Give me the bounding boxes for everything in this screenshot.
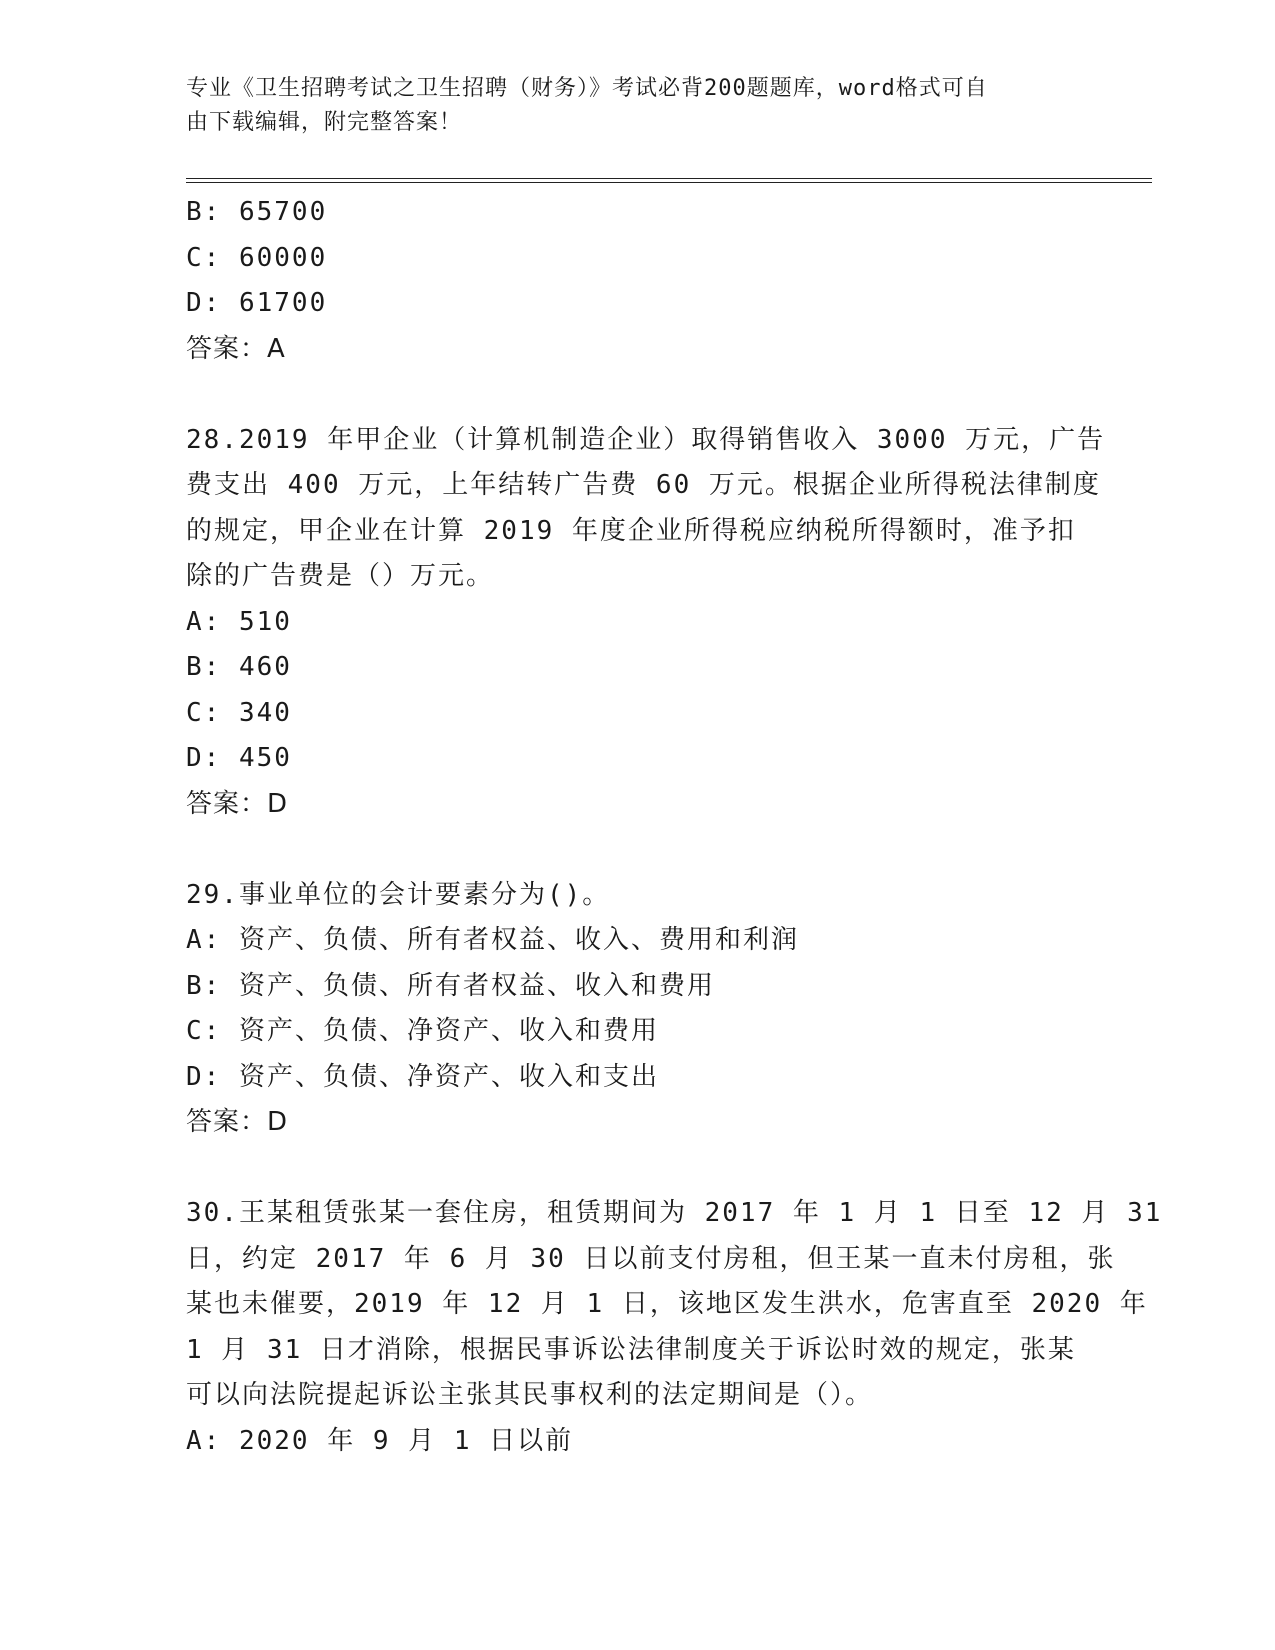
spacer <box>186 1146 1086 1192</box>
option-a: A: 资产、负债、所有者权益、收入、费用和利润 <box>186 925 799 955</box>
question-text-line: 的规定，甲企业在计算 2019 年度企业所得税应纳税所得额时，准予扣 <box>186 515 1076 546</box>
header-line-2: 由下载编辑，附完整答案！ <box>186 110 463 135</box>
question-text-line: 费支出 400 万元，上年结转广告费 60 万元。根据企业所得税法律制度 <box>186 470 1101 500</box>
question-text-line: 除的广告费是（）万元。 <box>186 561 495 591</box>
question-text-line: 某也未催要，2019 年 12 月 1 日，该地区发生洪水，危害直至 2020 年 <box>186 1289 1148 1319</box>
question-30 <box>186 1191 1163 1464</box>
answer-label: 答案：D <box>186 1107 289 1137</box>
header-divider-bottom <box>186 182 1152 183</box>
option-b: B: 460 <box>186 652 292 682</box>
question-text-line: 1 月 31 日才消除，根据民事诉讼法律制度关于诉讼时效的规定，张某 <box>186 1334 1076 1365</box>
option-d: D: 61700 <box>186 288 328 318</box>
question-27-tail <box>186 190 1086 372</box>
header-line-1: 专业《卫生招聘考试之卫生招聘（财务）》考试必背200题题库，word格式可自 <box>186 76 988 101</box>
question-text-line: 29.事业单位的会计要素分为()。 <box>186 879 611 910</box>
question-body <box>186 190 1163 1464</box>
question-text-line: 30.王某租赁张某一套住房，租赁期间为 2017 年 1 月 1 日至 12 月 31 <box>186 1198 1163 1228</box>
question-28 <box>186 418 1106 828</box>
document-header <box>186 72 1066 140</box>
option-c: C: 资产、负债、净资产、收入和费用 <box>186 1016 659 1046</box>
option-d: D: 450 <box>186 743 292 773</box>
option-c: C: 60000 <box>186 242 328 273</box>
option-c: C: 340 <box>186 697 292 728</box>
answer-label: 答案：A <box>186 333 286 364</box>
option-d: D: 资产、负债、净资产、收入和支出 <box>186 1061 659 1092</box>
question-text-line: 28.2019 年甲企业（计算机制造企业）取得销售收入 3000 万元，广告 <box>186 424 1106 455</box>
answer-label: 答案：D <box>186 788 289 819</box>
spacer <box>186 827 1086 873</box>
option-b: B: 65700 <box>186 197 328 227</box>
header-divider-top <box>186 178 1152 179</box>
option-a: A: 510 <box>186 606 292 637</box>
question-text-line: 可以向法院提起诉讼主张其民事权利的法定期间是（）。 <box>186 1380 874 1410</box>
option-a: A: 2020 年 9 月 1 日以前 <box>186 1425 574 1456</box>
option-b: B: 资产、负债、所有者权益、收入和费用 <box>186 970 715 1001</box>
question-29 <box>186 873 1086 1146</box>
spacer <box>186 372 1086 418</box>
question-text-line: 日，约定 2017 年 6 月 30 日以前支付房租，但王某一直未付房租，张 <box>186 1243 1116 1274</box>
